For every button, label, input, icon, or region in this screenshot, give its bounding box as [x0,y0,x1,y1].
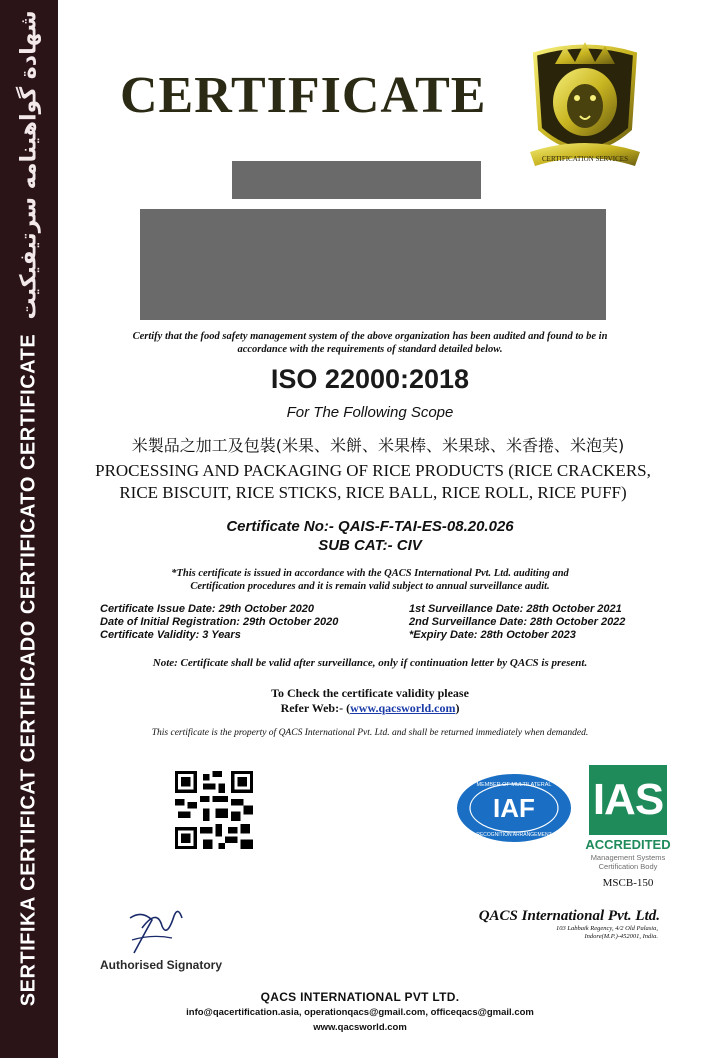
footer-website: www.qacsworld.com [313,1022,407,1033]
website-link[interactable]: www.qacsworld.com [350,701,456,715]
refer-web-line [200,701,540,716]
refer-web-prefix: Refer Web:- ( [280,701,351,715]
issue-note-line: Certification procedures and it is remain valid subject to annual surveillance audit. [190,581,550,592]
scope-chinese: 米製品之加工及包裝(米果、米餅、米果棒、米果球、米香捲、米泡芙) [131,436,625,455]
side-band [0,0,58,1058]
refer-web-suffix: ) [455,701,460,715]
ias-logo: IAS [589,765,667,835]
accreditation-number: MSCB-150 [602,877,654,889]
iaf-main-text: IAF [493,793,535,823]
validity-note: Note: Certificate shall be valid after surveillance, only if continuation letter by QACS is present. [152,657,588,669]
scope-english-line: RICE BISCUIT, RICE STICKS, RICE BALL, RICE ROLL, RICE PUFF) [119,483,627,502]
check-validity-text: To Check the certificate validity please [271,686,469,700]
dates-right-column [409,603,699,642]
side-band-latin-text: SERTIFIKA CERTIFICAT CERTIFICADO CERTIFICATO CERTIFICATE [17,333,40,1007]
issuer-company-name: QACS International Pvt. Ltd. [478,908,660,924]
footer-company-name: QACS INTERNATIONAL PVT LTD. [260,990,460,1004]
crest-caption: CERTIFICATION SERVICES [542,155,628,163]
iaf-bottom-text: RECOGNITION ARRANGEMENT [476,832,552,838]
footer-emails: info@qacertification.asia, operationqacs@gmail.com, officeqacs@gmail.com [186,1007,534,1018]
qr-code-icon [175,771,253,849]
issuer-address-line: Indore(M.P.)-452001, India. [584,933,658,940]
issue-note-line: *This certificate is issued in accordance with the QACS International Pvt. Ltd. auditing and [171,568,569,579]
iaf-logo-icon [455,772,573,844]
standard-title: ISO 22000:2018 [270,364,470,394]
sub-category: SUB CAT:- CIV [318,537,422,554]
authorised-signatory-label: Authorised Signatory [100,958,223,972]
check-validity-block [200,686,540,716]
issue-note [110,567,630,593]
ias-subtitle-line: Certification Body [598,862,658,871]
side-band-arabic-text: شهادة گواهینامه سرتیفیکیت [16,10,42,320]
ias-subtitle-line: Management Systems [590,853,666,862]
scope-english [68,460,678,504]
iaf-top-text: MEMBER OF MULTILATERAL [476,782,552,788]
issuer-address-line: 103 Labbaik Regency, 4/2 Old Palasia, [555,925,658,932]
scope-heading: For The Following Scope [286,404,454,421]
ias-subtitle [580,853,676,871]
signature-icon [112,898,192,958]
certificate-number: Certificate No:- QAIS-F-TAI-ES-08.20.026 [226,518,514,535]
lion-crest-icon [510,34,660,194]
certificate-number-block [100,517,640,555]
issuer-address [420,925,658,941]
second-surveillance-date: 2nd Surveillance Date: 28th October 2022 [409,616,626,628]
certificate-validity: Certificate Validity: 3 Years [100,629,241,641]
ias-accredited-label: ACCREDITED [585,837,671,852]
scope-english-line: PROCESSING AND PACKAGING OF RICE PRODUCTS (RICE CRACKERS, [95,461,651,480]
expiry-date: *Expiry Date: 28th October 2023 [409,629,576,641]
initial-registration-date: Date of Initial Registration: 29th October 2020 [100,616,339,628]
redacted-organization-name [232,161,481,199]
property-note: This certificate is the property of QACS International Pvt. Ltd. and shall be returned immediately when demanded. [151,728,589,738]
first-surveillance-date: 1st Surveillance Date: 28th October 2021 [409,603,622,615]
dates-left-column [100,603,390,642]
certificate-title: CERTIFICATE [120,67,487,124]
issue-date: Certificate Issue Date: 29th October 2020 [100,603,314,615]
redacted-organization-address [140,209,606,320]
certify-statement: Certify that the food safety management system of the above organization has been audited and found to be in accordance with the requirements of standard detailed below. [132,331,608,355]
